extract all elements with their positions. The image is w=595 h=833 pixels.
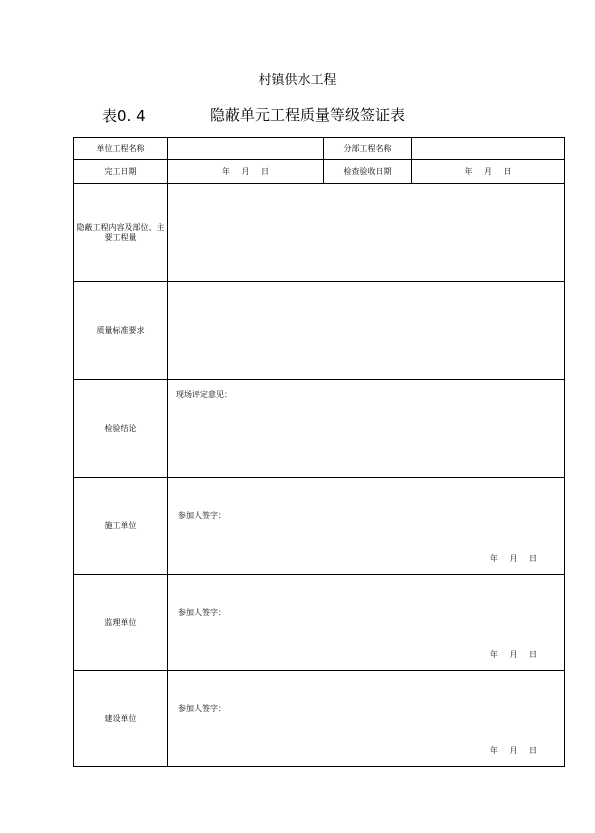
table-row-quality-standard <box>74 282 565 380</box>
form-number: 表0. 4 <box>102 107 146 125</box>
participant-signature-label: 参加人签字： <box>178 608 226 617</box>
participant-signature-label: 参加人签字： <box>178 511 226 520</box>
owner-unit-label: 建设单位 <box>74 671 168 767</box>
inspection-conclusion-field[interactable] <box>168 380 565 478</box>
supervision-unit-signature-field[interactable] <box>168 575 565 671</box>
certification-form-table <box>73 137 565 767</box>
unit-project-name-field[interactable] <box>168 138 324 160</box>
hidden-work-label: 隐蔽工程内容及部位、主要工程量 <box>74 184 168 282</box>
supervision-unit-label: 监理单位 <box>74 575 168 671</box>
quality-standard-field[interactable] <box>168 282 565 380</box>
quality-standard-label: 质量标准要求 <box>74 282 168 380</box>
hidden-work-field[interactable] <box>168 184 565 282</box>
completion-date-label: 完工日期 <box>74 160 168 184</box>
completion-date-field[interactable]: 年 月 日 <box>168 160 324 184</box>
table-row-hidden-work <box>74 184 565 282</box>
inspection-date-label: 检查验收日期 <box>324 160 412 184</box>
signature-date: 年 月 日 <box>489 650 537 659</box>
signature-date: 年 月 日 <box>489 746 537 755</box>
inspection-conclusion-label: 检验结论 <box>74 380 168 478</box>
signature-date: 年 月 日 <box>489 554 537 563</box>
table-row-owner-unit <box>74 671 565 767</box>
inspection-date-field[interactable]: 年 月 日 <box>412 160 565 184</box>
table-row-unit-project <box>74 138 565 160</box>
division-project-name-field[interactable] <box>412 138 565 160</box>
division-project-name-label: 分部工程名称 <box>324 138 412 160</box>
construction-unit-label: 施工单位 <box>74 478 168 575</box>
unit-project-name-label: 单位工程名称 <box>74 138 168 160</box>
table-row-construction-unit <box>74 478 565 575</box>
construction-unit-signature-field[interactable] <box>168 478 565 575</box>
participant-signature-label: 参加人签字： <box>178 704 226 713</box>
table-row-dates <box>74 160 565 184</box>
form-title: 隐蔽单元工程质量等级签证表 <box>210 106 406 124</box>
onsite-opinion-label: 现场评定意见： <box>176 390 232 399</box>
project-subtitle: 村镇供水工程 <box>258 73 337 88</box>
table-row-inspection-conclusion <box>74 380 565 478</box>
table-row-supervision-unit <box>74 575 565 671</box>
owner-unit-signature-field[interactable] <box>168 671 565 767</box>
